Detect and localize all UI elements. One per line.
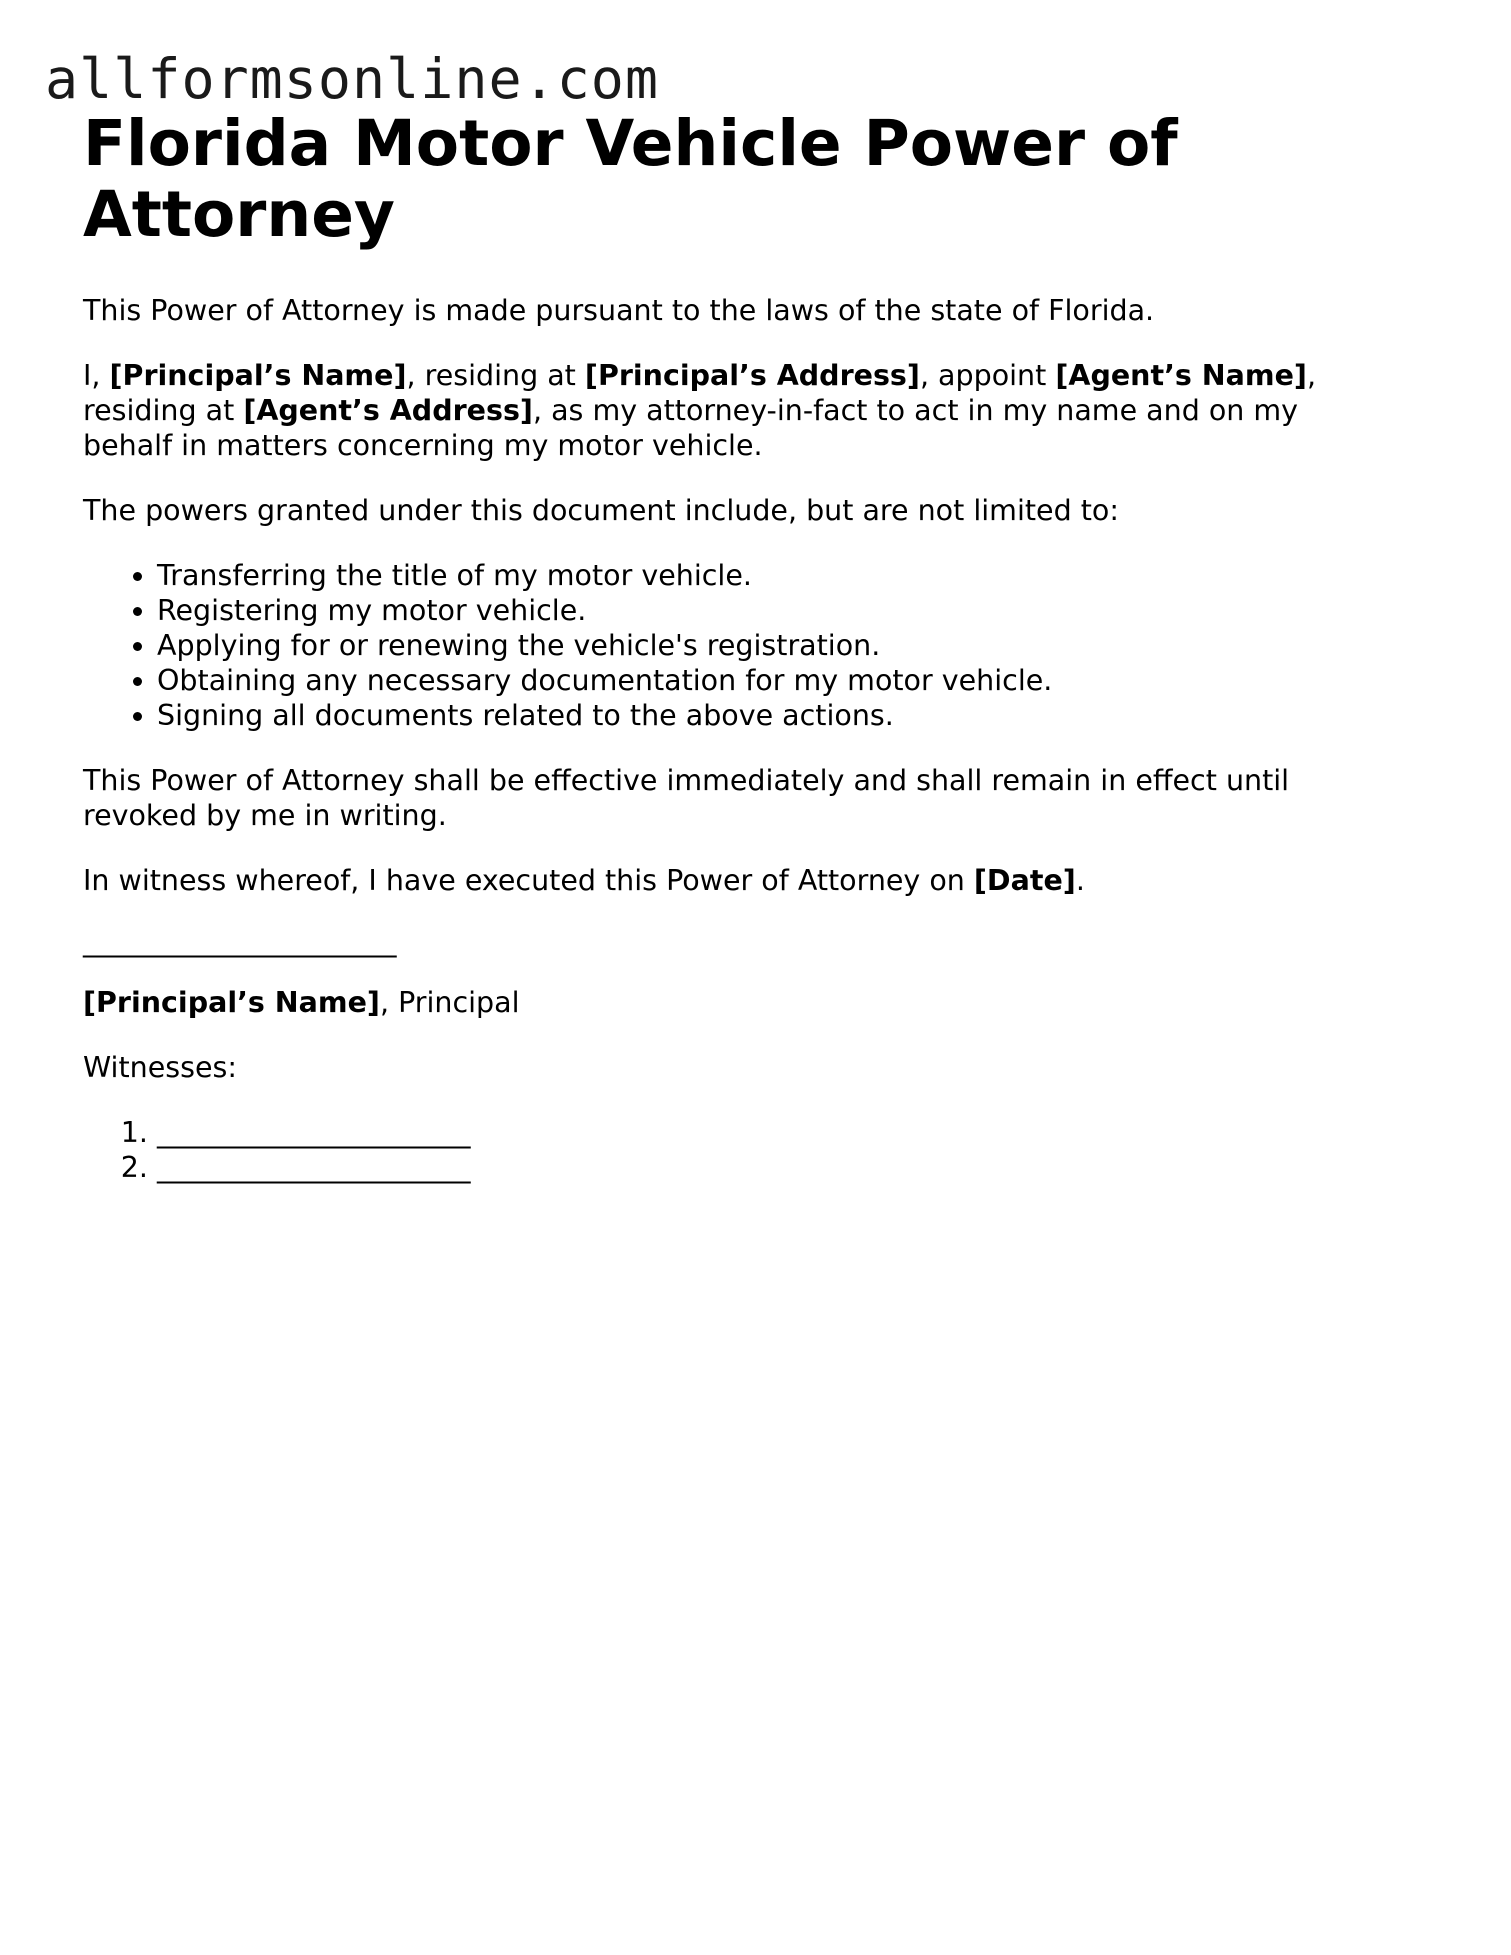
witness-line: 1. ______________________ [157,1115,1383,1150]
list-item: • Registering my motor vehicle. [157,593,1383,628]
appointment-paragraph [83,358,1383,463]
powers-list [83,558,1383,733]
appointment-text-4: , residing at [83,359,1316,427]
principal-address-placeholder: [Principal’s Address] [584,359,920,392]
witnesses-label: Witnesses: [83,1051,237,1084]
list-item: • Obtaining any necessary documentation for my motor vehicle. [157,663,1383,698]
powers-intro: The powers granted under this document include, but are not limited to: [83,494,1119,527]
execution-text-2: . [1075,864,1085,897]
intro-paragraph: This Power of Attorney is made pursuant to the laws of the state of Florida. [83,294,1155,327]
principal-sig-role: , Principal [379,986,520,1019]
appointment-text-3: , appoint [919,359,1056,392]
execution-paragraph [83,863,1383,898]
list-item: • Applying for or renewing the vehicle's registration. [157,628,1383,663]
document [83,108,1383,1185]
signature-line: ______________________ [83,925,397,958]
list-item: • Signing all documents related to the above actions. [157,698,1383,733]
appointment-text-1: I, [83,359,110,392]
principal-sig-name: [Principal’s Name] [83,986,380,1019]
list-item: • Transferring the title of my motor vehicle. [157,558,1383,593]
execution-text-1: In witness whereof, I have executed this Power of Attorney on [83,864,974,897]
principal-signature-label [83,985,1383,1020]
witness-list [83,1115,1383,1185]
principal-name-placeholder: [Principal’s Name] [109,359,407,392]
document-title: Florida Motor Vehicle Power of Attorney [83,107,1178,251]
agent-name-placeholder: [Agent’s Name] [1055,359,1307,392]
date-placeholder: [Date] [973,864,1076,897]
witness-line: 2. ______________________ [157,1150,1383,1185]
appointment-text-2: , residing at [406,359,585,392]
appointment-text-5: , as my attorney-in-fact to act in my name and on my behalf in matters concerning my motor vehicle. [83,394,1299,462]
watermark: allformsonline.com [45,47,660,111]
effective-paragraph: This Power of Attorney shall be effective immediately and shall remain in effect until revoked by me in writing. [83,764,1290,832]
agent-address-placeholder: [Agent’s Address] [243,394,533,427]
